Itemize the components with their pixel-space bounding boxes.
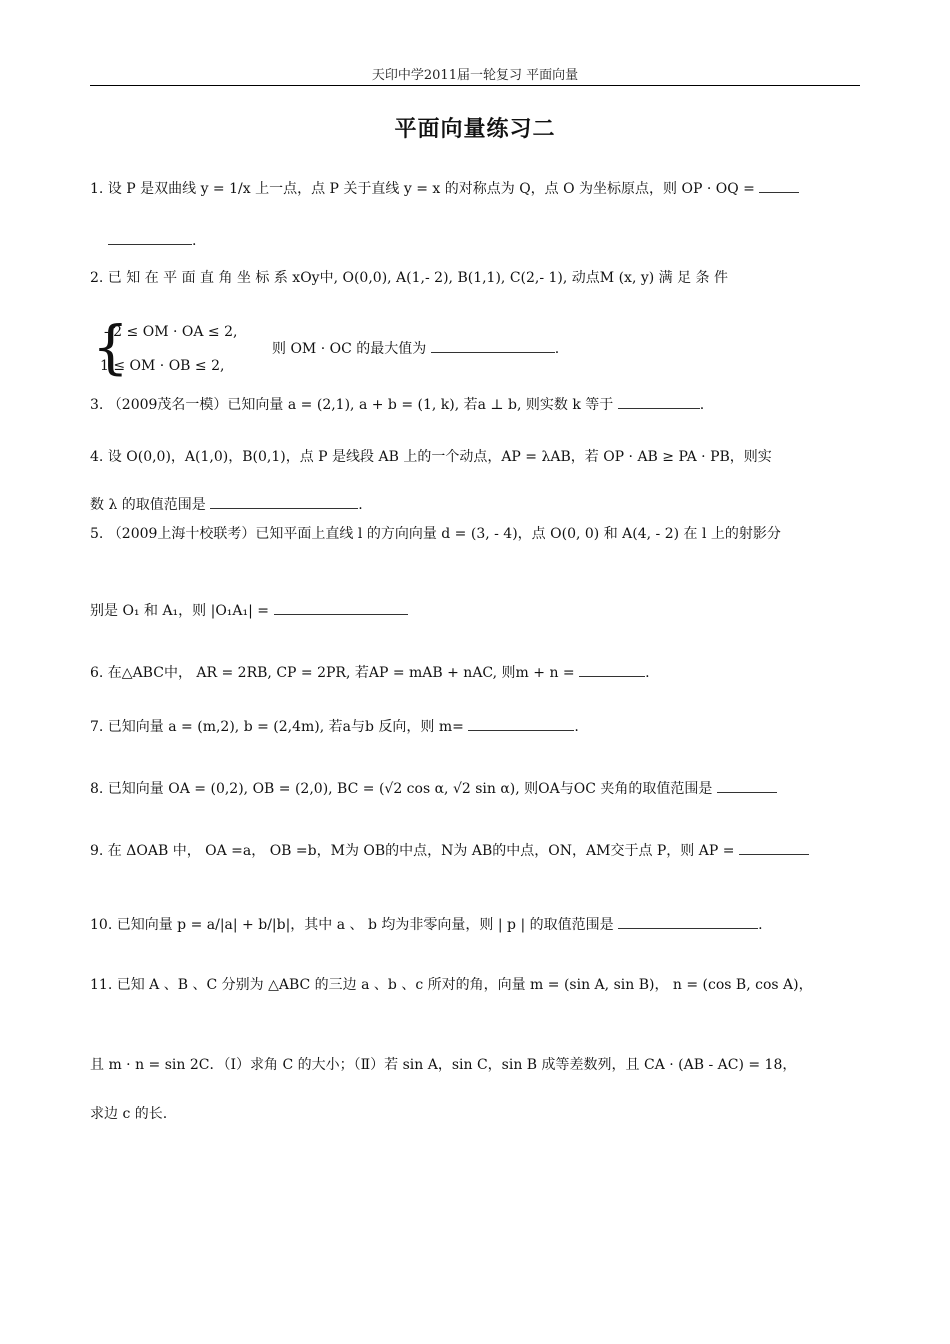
system-brace: { [92, 313, 129, 381]
question-9-text: 9. 在 ΔOAB 中， OA =a， OB =b，M为 OB的中点，N为 AB的中点，ON，AM交于点 P，则 AP = [90, 843, 735, 859]
question-8 [90, 778, 777, 799]
question-2-condition-1: - 2 ≤ OM · OA ≤ 2, [104, 324, 238, 340]
question-5-line-1 [90, 524, 781, 544]
question-2-line-1 [90, 268, 728, 288]
question-4-text: 4. 设 O(0,0)，A(1,0)，B(0,1)，点 P 是线段 AB 上的一个动点，AP = λAB，若 OP · AB ≥ PA · PB，则实 [90, 449, 772, 465]
question-6: 6. 在△ABC中， AR = 2RB, CP = 2PR, 若AP = mAB + nAC, 则m + n = . [90, 662, 650, 683]
question-4-line-1 [90, 447, 772, 467]
page-title: 平面向量练习二 [394, 117, 556, 142]
answer-blank-3 [618, 394, 700, 409]
answer-blank-1a [759, 178, 799, 193]
question-2-end: . [554, 341, 560, 357]
question-10-text: 10. 已知向量 p = a/|a| + b/|b|，其中 a 、 b 均为非零向量，则 | p | 的取值范围是 [90, 917, 614, 933]
answer-blank-6 [579, 662, 645, 677]
question-5-line-2 [90, 600, 408, 621]
question-9 [90, 840, 809, 861]
question-1-line-2 [108, 230, 196, 251]
question-3-text: 3. （2009茂名一模）已知向量 a = (2,1), a + b = (1, k), 若a ⊥ b, 则实数 k 等于 [90, 397, 614, 413]
question-1-line-1 [90, 178, 799, 199]
question-2-tail-text: 则 OM · OC 的最大值为 [272, 341, 427, 357]
question-4-text-2: 数 λ 的取值范围是 [90, 497, 206, 513]
question-3: 3. （2009茂名一模）已知向量 a = (2,1), a + b = (1, k), 若a ⊥ b, 则实数 k 等于 . [90, 394, 704, 415]
question-1-end: . [192, 233, 197, 249]
question-2-condition-2: 1 ≤ OM · OB ≤ 2, [100, 358, 225, 374]
answer-blank-7 [468, 716, 574, 731]
question-7-text: 7. 已知向量 a = (m,2), b = (2,4m), 若a与b 反向，则 m= [90, 719, 464, 735]
question-10: 10. 已知向量 p = a/|a| + b/|b|，其中 a 、 b 均为非零向量，则 | p | 的取值范围是 . [90, 914, 763, 935]
answer-blank-1b [108, 230, 192, 245]
question-1-text: 1. 设 P 是双曲线 y = 1/x 上一点，点 P 关于直线 y = x 的对称点为 Q，点 O 为坐标原点，则 OP · OQ = [90, 181, 755, 197]
question-11-line-3 [90, 1104, 167, 1124]
question-11-text-1: 11. 已知 A 、B 、C 分别为 △ABC 的三边 a 、b 、c 所对的角，向量 m = (sin A, sin B)， n = (cos B, cos A)， [90, 977, 813, 993]
question-11-line-1 [90, 975, 813, 995]
answer-blank-5 [274, 600, 408, 615]
answer-blank-2 [431, 338, 555, 353]
page-header: 天印中学2011届一轮复习 平面向量 [371, 68, 579, 83]
question-8-text: 8. 已知向量 OA = (0,2), OB = (2,0), BC = (√2 cos α, √2 sin α), 则OA与OC 夹角的取值范围是 [90, 781, 713, 797]
answer-blank-4 [210, 494, 358, 509]
header-rule [90, 85, 860, 86]
question-11-text-3: 求边 c 的长. [90, 1106, 168, 1122]
answer-blank-9 [739, 840, 809, 855]
answer-blank-10 [618, 914, 758, 929]
question-11-line-2 [90, 1055, 796, 1075]
question-5-text-2: 别是 O₁ 和 A₁，则 |O₁A₁| = [90, 603, 270, 619]
question-2-tail [272, 338, 559, 359]
question-4-line-2: 数 λ 的取值范围是 . [90, 494, 363, 515]
question-6-text: 6. 在△ABC中， AR = 2RB, CP = 2PR, 若AP = mAB + nAC, 则m + n = [90, 665, 575, 681]
question-11-text-2: 且 m · n = sin 2C．（Ⅰ）求角 C 的大小；（Ⅱ）若 sin A，sin C，sin B 成等差数列，且 CA · (AB - AC) = 18， [90, 1057, 797, 1073]
question-5-text: 5. （2009上海十校联考）已知平面上直线 l 的方向向量 d = (3, - 4)，点 O(0, 0) 和 A(4, - 2) 在 l 上的射影分 [90, 526, 781, 542]
question-7: 7. 已知向量 a = (m,2), b = (2,4m), 若a与b 反向，则 m= . [90, 716, 579, 737]
answer-blank-8 [717, 778, 777, 793]
question-2-text: 2. 已 知 在 平 面 直 角 坐 标 系 xOy中, O(0,0), A(1,- 2), B(1,1), C(2,- 1), 动点M (x, y) 满 足 条 件 [90, 270, 729, 286]
